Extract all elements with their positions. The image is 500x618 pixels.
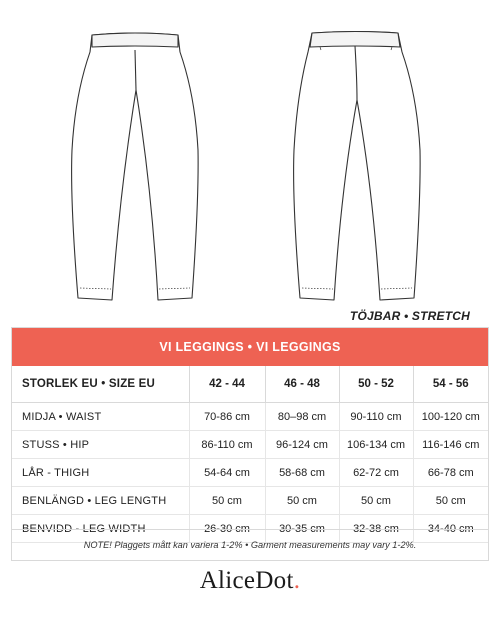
measurement-cell: 50 cm [339, 487, 413, 515]
leggings-front-drawing [72, 33, 199, 300]
measurement-cell: 54-64 cm [189, 459, 265, 487]
size-header-row [12, 366, 488, 403]
measurement-cell: 50 cm [189, 487, 265, 515]
size-header-label: STORLEK EU • SIZE EU [12, 366, 189, 403]
measurement-cell: 116-146 cm [413, 431, 488, 459]
size-header-cell: 42 - 44 [189, 366, 265, 403]
measurement-cell: 62-72 cm [339, 459, 413, 487]
row-label: BENLÄNGD • LEG LENGTH [12, 487, 189, 515]
row-label: BENVIDD - LEG WIDTH [12, 515, 189, 543]
row-label: MIDJA • WAIST [12, 403, 189, 431]
size-table [12, 366, 488, 543]
measurement-cell: 100-120 cm [413, 403, 488, 431]
measurement-cell: 50 cm [265, 487, 339, 515]
leggings-back-drawing [294, 32, 421, 301]
brand-logo [0, 567, 500, 595]
measurement-cell: 34-40 cm [413, 515, 488, 543]
brand-name: AliceDot [199, 567, 294, 594]
measurement-note: NOTE! Plaggets mått kan variera 1-2% • Garment measurements may vary 1-2%. [12, 529, 488, 560]
row-label: LÅR - THIGH [12, 459, 189, 487]
table-row [12, 487, 488, 515]
size-chart [11, 327, 489, 561]
measurement-cell: 58-68 cm [265, 459, 339, 487]
measurement-cell: 26-30 cm [189, 515, 265, 543]
table-row [12, 431, 488, 459]
table-row [12, 459, 488, 487]
measurement-cell: 30-35 cm [265, 515, 339, 543]
measurement-cell: 106-134 cm [339, 431, 413, 459]
brand-accent-dot: . [293, 567, 301, 594]
measurement-cell: 50 cm [413, 487, 488, 515]
measurement-cell: 70-86 cm [189, 403, 265, 431]
stretch-label: TÖJBAR • STRETCH [349, 309, 470, 323]
row-label: STUSS • HIP [12, 431, 189, 459]
measurement-cell: 80–98 cm [265, 403, 339, 431]
measurement-cell: 32-38 cm [339, 515, 413, 543]
size-header-cell: 50 - 52 [339, 366, 413, 403]
measurement-cell: 66-78 cm [413, 459, 488, 487]
size-header-cell: 54 - 56 [413, 366, 488, 403]
size-header-cell: 46 - 48 [265, 366, 339, 403]
size-chart-title: VI LEGGINGS • VI LEGGINGS [12, 328, 488, 366]
table-row [12, 403, 488, 431]
measurement-cell: 96-124 cm [265, 431, 339, 459]
measurement-cell: 86-110 cm [189, 431, 265, 459]
measurement-cell: 90-110 cm [339, 403, 413, 431]
